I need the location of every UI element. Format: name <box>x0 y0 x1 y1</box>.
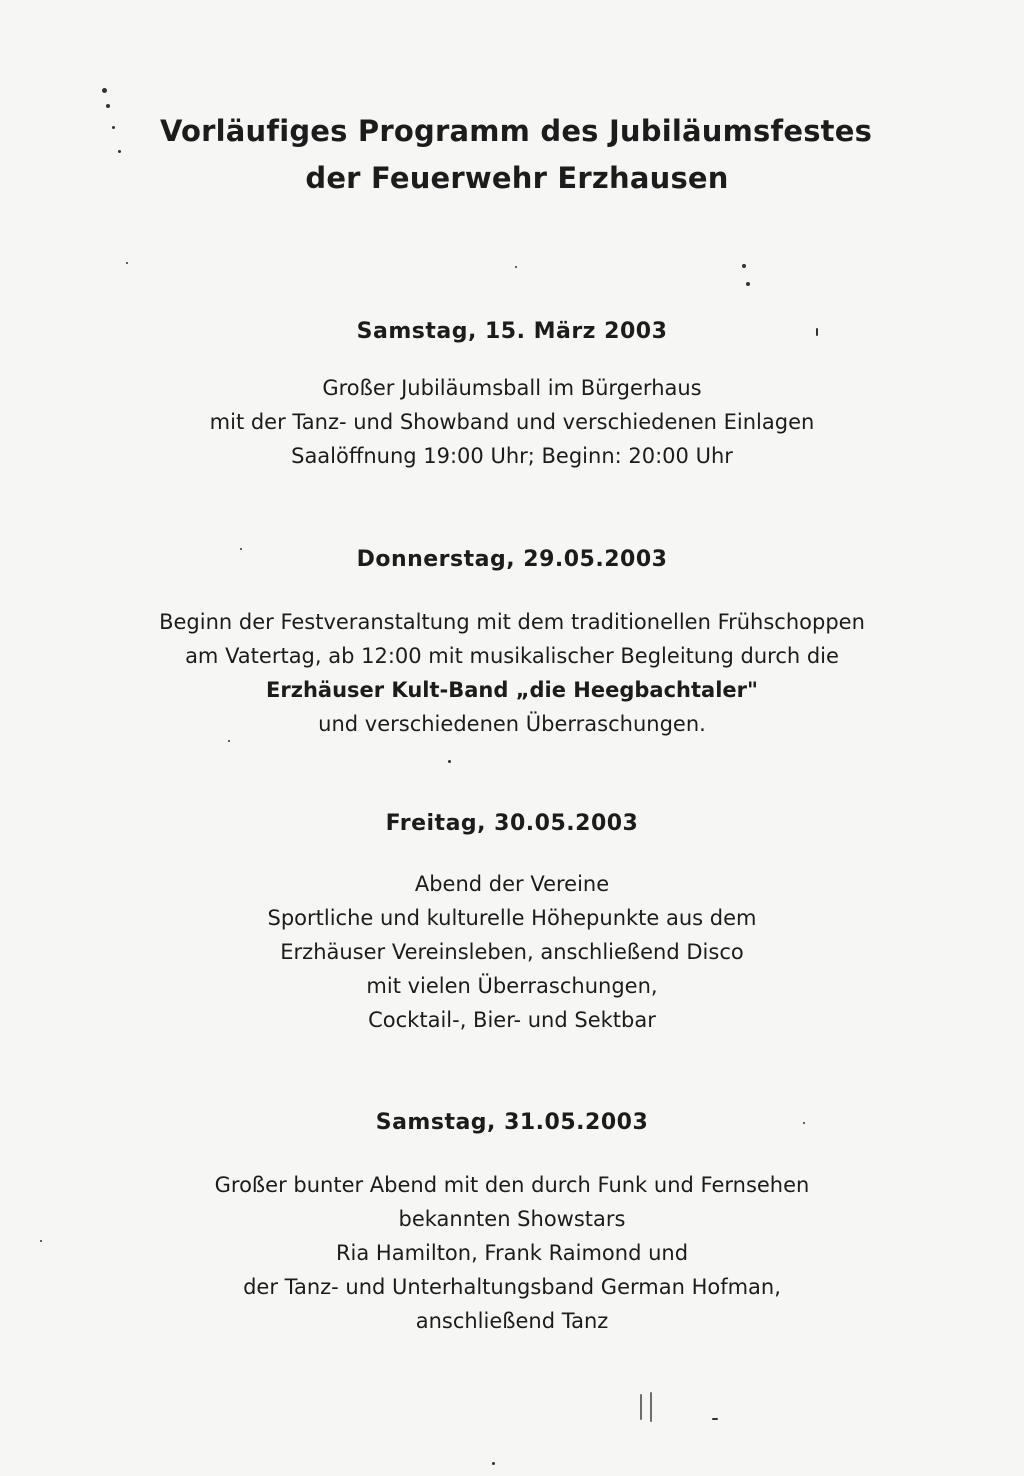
event-line: bekannten Showstars <box>398 1207 626 1231</box>
scan-speck <box>40 1240 42 1242</box>
scan-speck <box>448 760 451 763</box>
scan-speck <box>742 264 746 268</box>
event-line-band: Erzhäuser Kult-Band „die Heegbachtaler" <box>266 678 758 702</box>
event-line: anschließend Tanz <box>415 1309 609 1333</box>
scan-speck <box>816 328 818 336</box>
scan-speck <box>515 266 517 268</box>
event-line: Beginn der Festveranstaltung mit dem traditionellen Frühschoppen <box>159 610 865 634</box>
scan-speck <box>240 548 242 550</box>
event-line: Sportliche und kulturelle Höhepunkte aus dem <box>267 906 757 930</box>
scan-speck <box>712 1418 718 1420</box>
scan-speck <box>102 88 107 93</box>
scan-speck <box>746 282 750 286</box>
event-date: Donnerstag, 29.05.2003 <box>356 547 668 572</box>
event-date: Samstag, 15. März 2003 <box>356 319 668 344</box>
event-section-3 <box>0 809 1024 1037</box>
event-line: Großer Jubiläumsball im Bürgerhaus <box>322 376 702 400</box>
event-date: Samstag, 31.05.2003 <box>375 1110 649 1135</box>
scan-speck <box>106 104 110 108</box>
event-section-1 <box>0 317 1024 473</box>
event-line: am Vatertag, ab 12:00 mit musikalischer Begleitung durch die <box>185 644 839 668</box>
title-line-1: Vorläufiges Programm des Jubiläumsfestes <box>159 114 873 148</box>
event-line: Cocktail-, Bier- und Sektbar <box>368 1008 656 1032</box>
event-date: Freitag, 30.05.2003 <box>385 811 639 836</box>
event-line: der Tanz- und Unterhaltungsband German Hofman, <box>243 1275 781 1299</box>
event-line: Großer bunter Abend mit den durch Funk und Fernsehen <box>214 1173 810 1197</box>
scan-speck <box>492 1462 495 1465</box>
title-line-2: der Feuerwehr Erzhausen <box>305 161 729 195</box>
event-line: mit vielen Überraschungen, <box>366 974 658 998</box>
scan-speck <box>118 150 121 153</box>
event-section-4 <box>0 1108 1024 1338</box>
scan-speck <box>650 1392 652 1422</box>
event-line: Erzhäuser Vereinsleben, anschließend Disco <box>280 940 744 964</box>
document-title <box>0 108 1024 202</box>
event-line: und verschiedenen Überraschungen. <box>318 712 706 736</box>
scan-speck <box>640 1394 642 1420</box>
event-section-2 <box>0 545 1024 741</box>
scan-speck <box>112 126 115 129</box>
event-line: Saalöffnung 19:00 Uhr; Beginn: 20:00 Uhr <box>291 444 733 468</box>
scan-speck <box>126 262 128 264</box>
scan-speck <box>228 740 230 742</box>
scan-speck <box>803 1122 805 1124</box>
event-line: Ria Hamilton, Frank Raimond und <box>335 1241 689 1265</box>
event-line: mit der Tanz- und Showband und verschiedenen Einlagen <box>209 410 815 434</box>
event-line: Abend der Vereine <box>414 872 610 896</box>
